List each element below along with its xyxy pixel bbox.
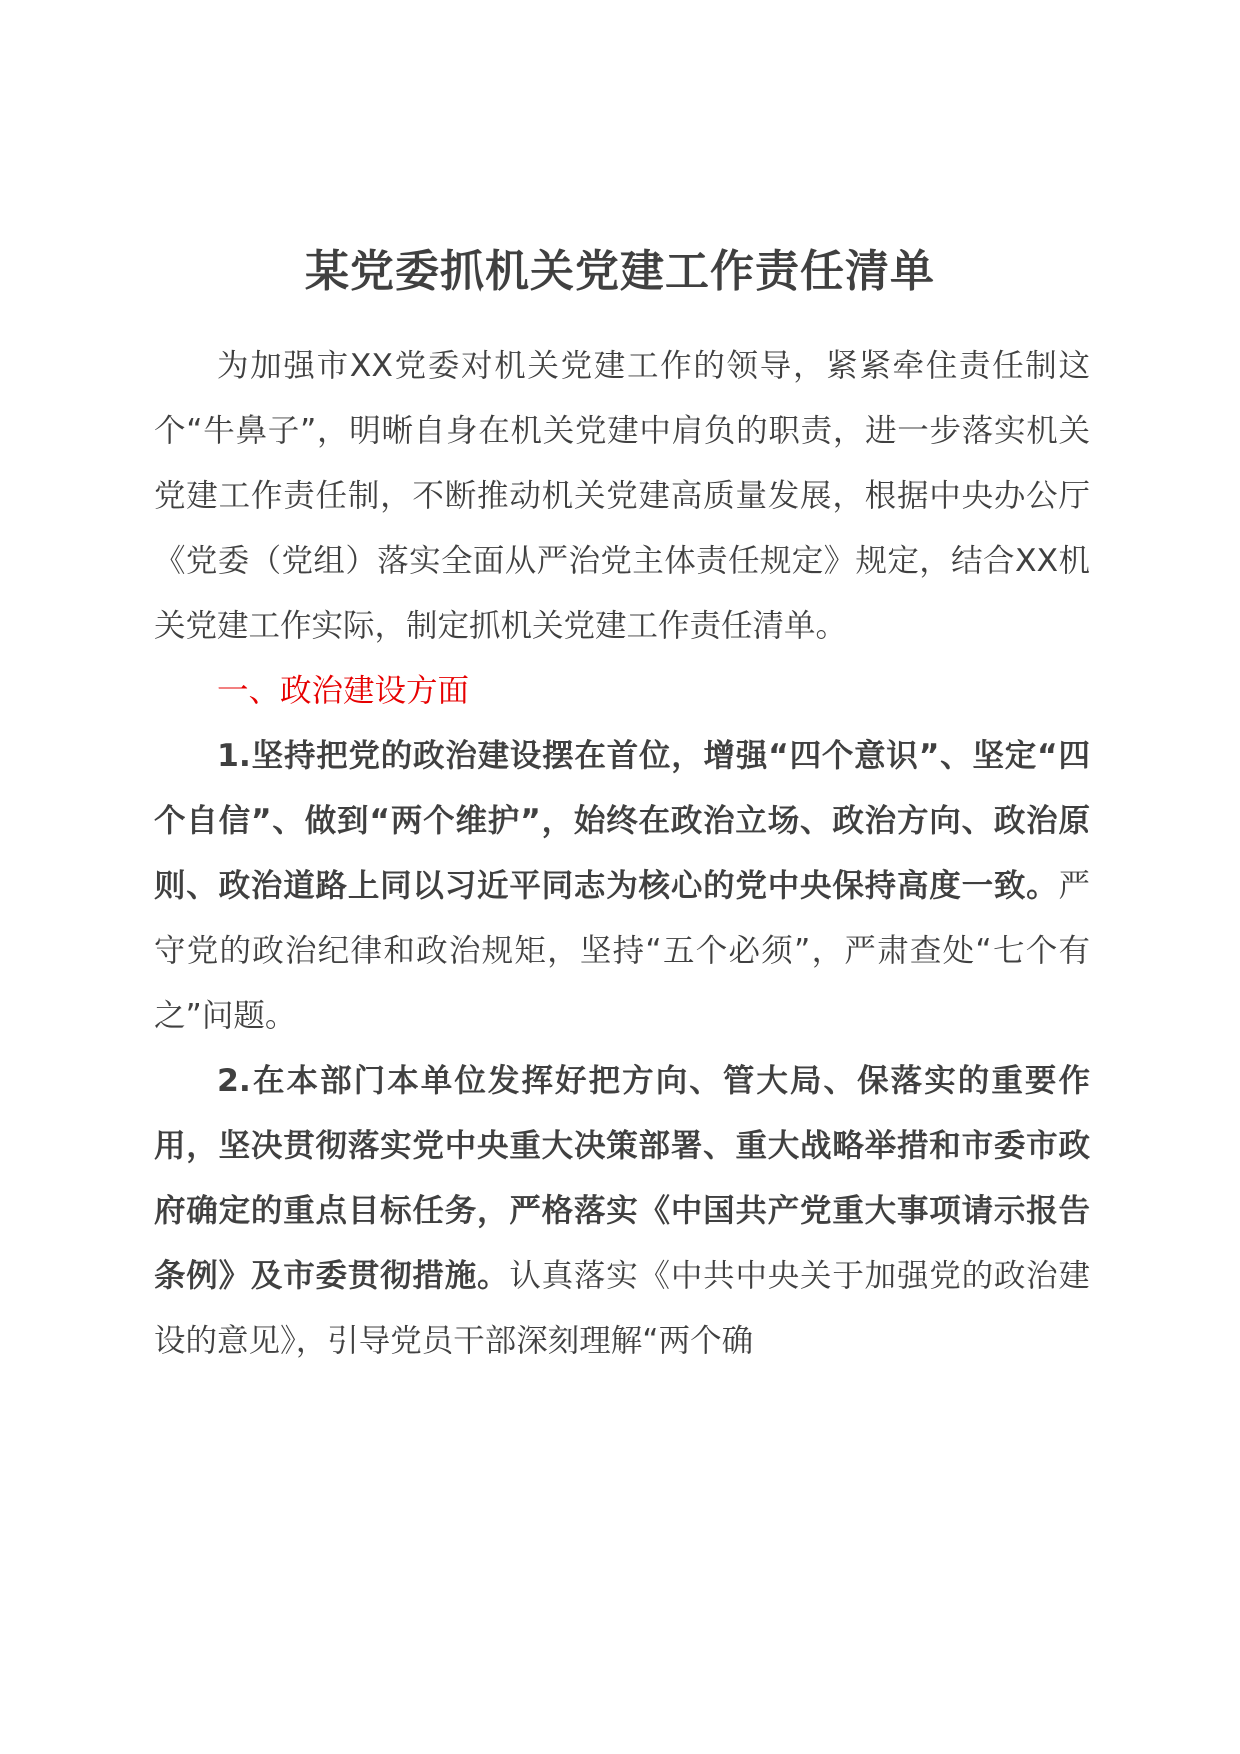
list-item-2-emphasis: 2.在本部门本单位发挥好把方向、管大局、保落实的重要作用，坚决贯彻落实党中央重大决策部署、重大战略举措和市委市政府确定的重点目标任务，严格落实《中国共产党重大事项请示报告条例》及市委贯彻措施。 [154, 1063, 1090, 1294]
intro-paragraph: 为加强市XX党委对机关党建工作的领导，紧紧牵住责任制这个“牛鼻子”，明晰自身在机关党建中肩负的职责，进一步落实机关党建工作责任制，不断推动机关党建高质量发展，根据中央办公厅《党委（党组）落实全面从严治党主体责任规定》规定，结合XX机关党建工作实际，制定抓机关党建工作责任清单。 [154, 348, 1090, 644]
list-item-1-emphasis: 1.坚持把党的政治建设摆在首位，增强“四个意识”、坚定“四个自信”、做到“两个维护”，始终在政治立场、政治方向、政治原则、政治道路上同以习近平同志为核心的党中央保持高度一致。 [154, 738, 1090, 904]
list-item-1-text: 严守党的政治纪律和政治规矩，坚持“五个必须”，严肃查处“七个有之”问题。 [154, 868, 1090, 1034]
list-item-2-text: 认真落实《中共中央关于加强党的政治建设的意见》，引导党员干部深刻理解“两个确 [154, 1258, 1090, 1359]
list-item-1 [154, 724, 1090, 1049]
document-title: 某党委抓机关党建工作责任清单 [305, 246, 935, 297]
document-body [154, 334, 1090, 1374]
section-heading-political: 一、政治建设方面 [217, 673, 470, 709]
list-item-2 [154, 1049, 1090, 1374]
